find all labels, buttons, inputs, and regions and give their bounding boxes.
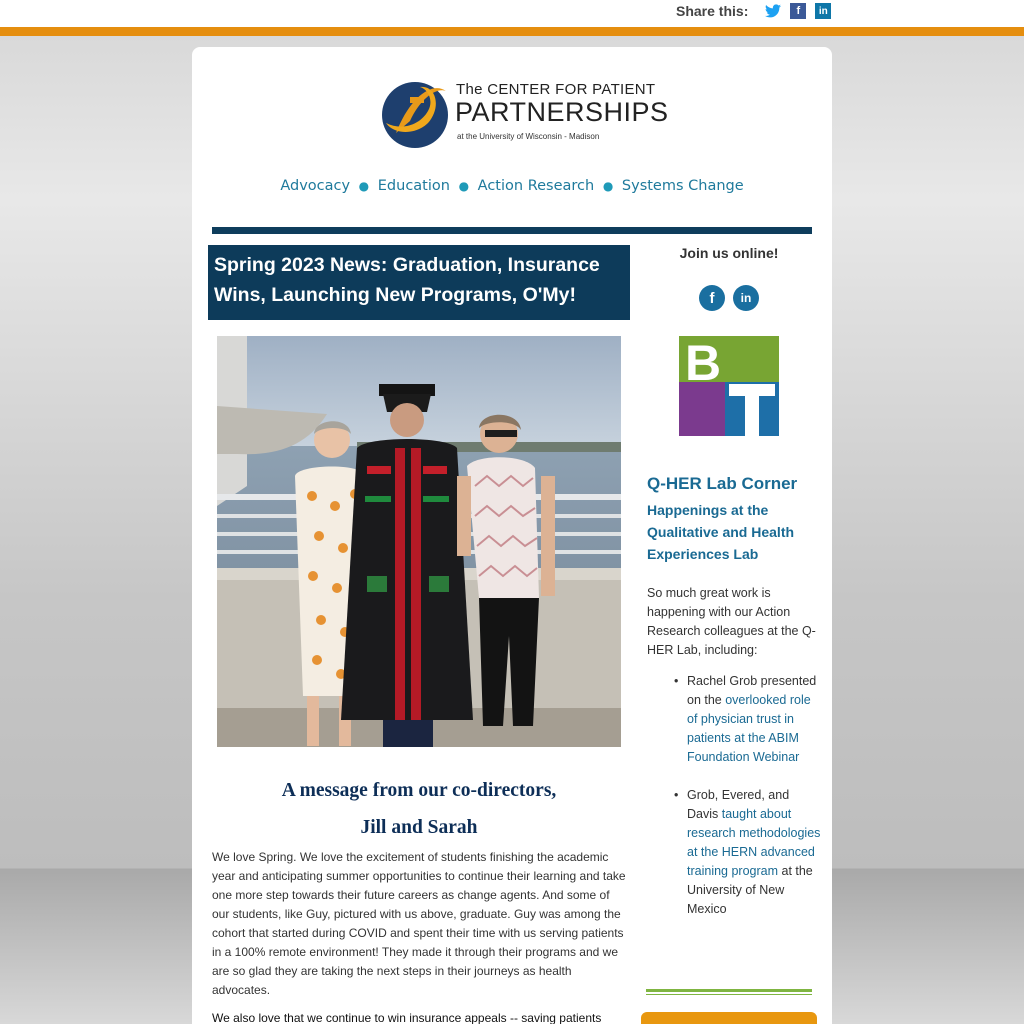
facebook-icon[interactable]: f [699,285,725,311]
list-item [647,786,822,919]
facebook-icon[interactable]: f [790,3,806,19]
orange-callout-box [641,1012,817,1024]
globe-logo-icon [380,77,452,153]
nav-systems-change[interactable]: Systems Change [621,178,744,194]
co-directors-heading [208,772,630,846]
linkedin-icon[interactable]: in [733,285,759,311]
bullet-icon: ● [602,179,614,193]
logo-line3: at the University of Wisconsin - Madison [457,132,600,141]
bullet-icon: ● [358,179,370,193]
logo-line1: The CENTER FOR PATIENT [456,81,656,98]
heading-line1: A message from our co-directors, [281,780,557,801]
nav-action-research[interactable]: Action Research [477,178,595,194]
bullet-icon: ● [458,179,470,193]
nav-advocacy[interactable]: Advocacy [280,178,351,194]
newsletter-headline: Spring 2023 News: Graduation, Insurance Wins, Launching New Programs, O'My! [208,245,630,320]
newsletter-card [192,47,832,1024]
logo-line2: PARTNERSHIPS [455,97,669,127]
heading-line2: Jill and Sarah [360,817,478,838]
bt-letter-b: B [685,336,722,391]
join-us-label: Join us online! [679,245,779,261]
graduation-photo [217,336,621,747]
bt-logo[interactable] [679,336,779,436]
twitter-icon[interactable] [765,3,781,19]
qher-title: Q-HER Lab Corner [647,474,798,493]
qher-intro: So much great work is happening with our Action Research colleagues at the Q-HER Lab, including: [647,586,816,657]
linkedin-icon[interactable]: in [815,3,831,19]
section-divider [212,227,812,234]
item-link[interactable]: overlooked role of physician trust in patients at the ABIM Foundation Webinar [687,693,811,764]
qher-subtitle: Happenings at the Qualitative and Health Experiences Lab [647,502,795,562]
item-text: Rachel Grob presented on the [687,674,817,707]
message-paragraph-2: We also love that we continue to win insurance appeals -- saving patients [212,1011,602,1024]
bt-letter-t: T [739,434,740,435]
nav-education[interactable]: Education [377,178,450,194]
item-link[interactable]: taught about research methodologies at the HERN advanced training program [687,807,821,878]
orange-divider [0,27,1024,36]
message-paragraph: We love Spring. We love the excitement of students finishing the academic year and anticipating summer opportunities to continue their learning and take one more step towards their future careers as change agents. And some of our students, like Guy, pictured with us above, graduate. Guy was among the cohort that started during COVID and spent their time with us serving patients in a 100% remote environment! They made it through their programs and we are so glad they are taking the next steps in their journeys as health advocates. [212,850,626,997]
list-item [647,672,822,767]
center-logo[interactable] [380,77,669,153]
share-group [676,3,831,19]
item-text-suffix: at the University of New Mexico [687,864,813,916]
item-text: Grob, Evered, and Davis [687,788,790,821]
qher-list [647,672,822,938]
green-divider [646,989,812,995]
share-bar [0,0,1024,27]
topic-nav [192,178,832,194]
share-label: Share this: [676,3,749,19]
